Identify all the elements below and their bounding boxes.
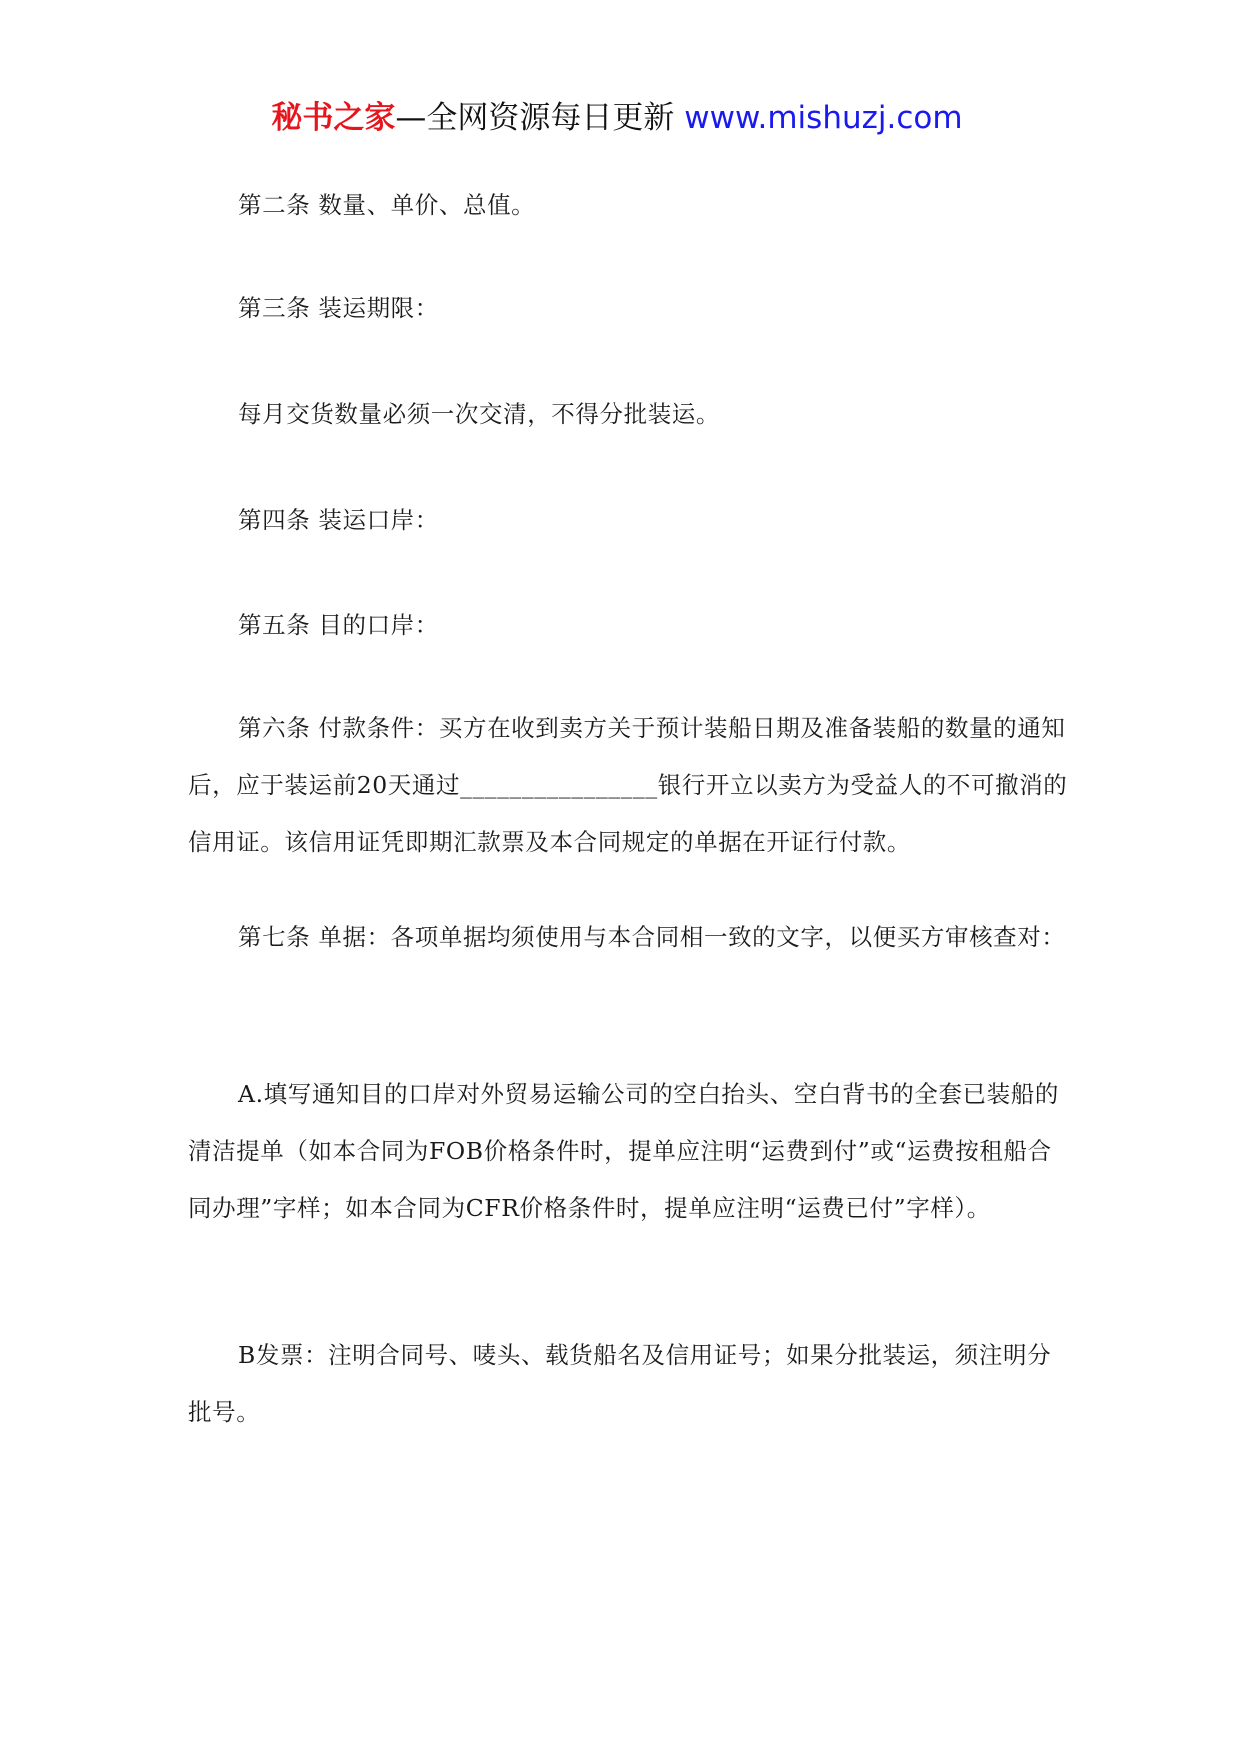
clause-4: 第四条 装运口岸： xyxy=(238,506,439,534)
clause-3-detail: 每月交货数量必须一次交清，不得分批装运。 xyxy=(238,400,720,428)
clause-7-item-a: A.填写通知目的口岸对外贸易运输公司的空白抬头、空白背书的全套已装船的清洁提单（如本合同为FOB价格条件时，提单应注明“运费到付”或“运费按租船合同办理”字样；如本合同为CFR价格条件时，提单应注明“运费已付”字样）。 xyxy=(188,1080,1059,1222)
header-slogan: —全网资源每日更新 xyxy=(395,100,675,136)
clause-3: 第三条 装运期限： xyxy=(238,294,439,322)
clause-5: 第五条 目的口岸： xyxy=(238,611,439,639)
clause-2: 第二条 数量、单价、总值。 xyxy=(238,191,536,219)
brand-name: 秘书之家 xyxy=(271,100,396,136)
clause-7-item-b: B发票：注明合同号、唛头、载货船名及信用证号；如果分批装运，须注明分批号。 xyxy=(188,1341,1052,1426)
page-header xyxy=(0,98,1234,138)
website-link[interactable]: www.mishuzj.com xyxy=(684,100,963,136)
clause-7: 第七条 单据：各项单据均须使用与本合同相一致的文字，以便买方审核查对： xyxy=(238,923,1066,951)
clause-6: 第六条 付款条件：买方在收到卖方关于预计装船日期及准备装船的数量的通知后，应于装运前20天通过________________银行开立以卖方为受益人的不可撤消的信用证。该信用证凭即期汇款票及本合同规定的单据在开证行付款。 xyxy=(188,714,1068,856)
